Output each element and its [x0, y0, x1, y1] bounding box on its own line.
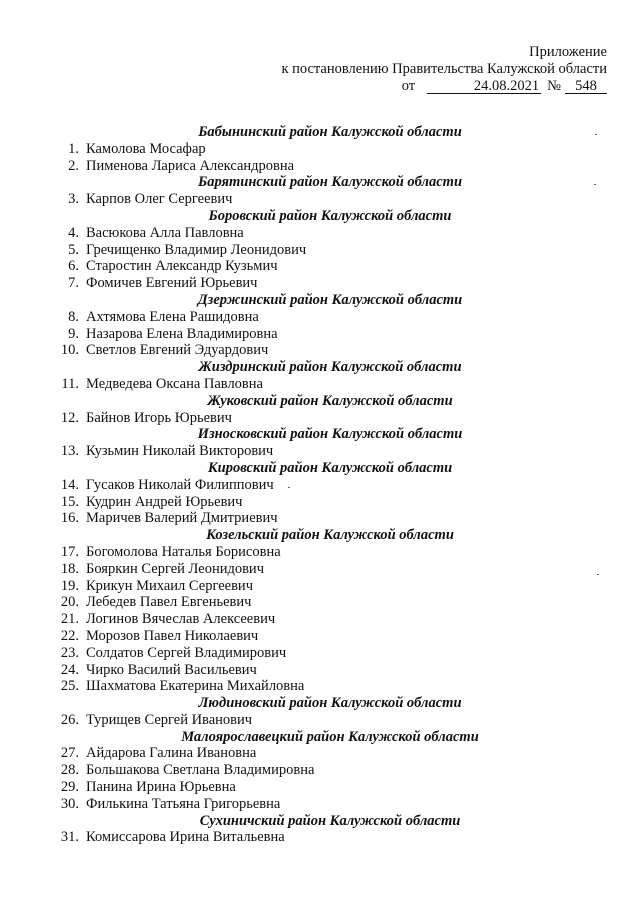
list-item-number: 18. — [60, 560, 79, 577]
list-item — [0, 594, 640, 611]
list-item-number: 13. — [60, 443, 79, 460]
list-item — [0, 678, 640, 695]
list-item-name: Богомолова Наталья Борисовна — [86, 543, 281, 560]
list-item-number: 28. — [60, 762, 79, 779]
list-item — [0, 645, 640, 662]
list-item-name: Лебедев Павел Евгеньевич — [86, 594, 252, 611]
appendix-subtitle: к постановлению Правительства Калужской области — [281, 61, 607, 77]
list-item-name: Медведева Оксана Павловна — [86, 375, 263, 392]
list-item-name: Старостин Александр Кузьмич — [86, 258, 278, 275]
list-item-number: 4. — [68, 224, 79, 241]
list-item-number: 1. — [68, 140, 79, 157]
list-item-name: Фомичев Евгений Юрьевич — [86, 275, 258, 292]
district-heading: Людиновский район Калужской области — [198, 695, 462, 712]
list-item-name: Шахматова Екатерина Михайловна — [86, 678, 305, 695]
scan-speck — [595, 134, 597, 135]
list-item-name: Морозов Павел Николаевич — [86, 627, 259, 644]
list-item-name: Светлов Евгений Эдуардович — [86, 342, 269, 359]
list-item — [0, 544, 640, 561]
list-item-number: 19. — [60, 577, 79, 594]
list-item-number: 23. — [60, 644, 79, 661]
list-item — [0, 477, 640, 494]
order-date: 24.08.2021 — [427, 79, 541, 94]
list-item-name: Бояркин Сергей Леонидович — [86, 560, 264, 577]
list-item-name: Кузьмин Николай Викторович — [86, 443, 274, 460]
list-item-name: Кудрин Андрей Юрьевич — [86, 493, 243, 510]
list-item-name: Турищев Сергей Иванович — [86, 711, 253, 728]
list-item-number: 8. — [68, 308, 79, 325]
list-item-name: Гречищенко Владимир Леонидович — [86, 241, 307, 258]
list-item — [0, 275, 640, 292]
list-item — [0, 410, 640, 427]
list-item-number: 30. — [60, 795, 79, 812]
appendix-header — [281, 44, 607, 95]
list-item-name: Карпов Олег Сергеевич — [86, 191, 233, 208]
district-heading: Сухиничский район Калужской области — [199, 812, 461, 829]
list-item-name: Байнов Игорь Юрьевич — [86, 409, 232, 426]
list-item — [0, 712, 640, 729]
from-label: от — [401, 78, 416, 94]
list-item-name: Назарова Елена Владимировна — [86, 325, 278, 342]
list-item-number: 15. — [60, 493, 79, 510]
list-item-number: 9. — [68, 325, 79, 342]
list-item — [0, 494, 640, 511]
list-item-number: 14. — [60, 476, 79, 493]
list-item — [0, 342, 640, 359]
list-item-number: 2. — [68, 157, 79, 174]
order-reference — [281, 78, 607, 95]
district-heading: Кировский район Калужской области — [207, 459, 453, 476]
list-item — [0, 628, 640, 645]
district-heading: Бабынинский район Калужской области — [198, 124, 462, 140]
district-heading: Малоярославецкий район Калужской области — [181, 728, 479, 745]
list-item-name: Комиссарова Ирина Витальевна — [86, 829, 285, 846]
list-item — [0, 578, 640, 595]
list-item — [0, 309, 640, 326]
list-item-name: Камолова Мосафар — [86, 140, 206, 157]
list-item-name: Пименова Лариса Александровна — [86, 157, 295, 174]
district-heading: Износковский район Калужской области — [197, 426, 463, 443]
list-item-name: Солдатов Сергей Владимирович — [86, 644, 287, 661]
list-item — [0, 258, 640, 275]
list-item-number: 25. — [60, 678, 79, 695]
list-item — [0, 326, 640, 343]
list-item — [0, 443, 640, 460]
district-heading: Козельский район Калужской области — [206, 527, 454, 544]
list-item-number: 6. — [68, 258, 79, 275]
list-item-name: Маричев Валерий Дмитриевич — [86, 510, 278, 527]
list-item-number: 27. — [60, 745, 79, 762]
number-sign: № — [547, 78, 561, 94]
list-item — [0, 745, 640, 762]
list-item-name: Логинов Вячеслав Алексеевич — [86, 611, 276, 628]
order-number: 548 — [565, 79, 607, 94]
list-item-number: 5. — [68, 241, 79, 258]
list-item — [0, 662, 640, 679]
appendix-title: Приложение — [529, 44, 607, 60]
scan-speck — [594, 184, 596, 185]
district-heading: Жуковский район Калужской области — [207, 392, 453, 409]
scan-speck — [597, 574, 599, 575]
list-item-name: Большакова Светлана Владимировна — [86, 762, 315, 779]
list-item — [0, 242, 640, 259]
list-item — [0, 611, 640, 628]
list-item — [0, 796, 640, 813]
list-item-number: 16. — [60, 510, 79, 527]
list-item-number: 31. — [60, 829, 79, 846]
list-item-number: 22. — [60, 627, 79, 644]
list-item — [0, 561, 640, 578]
list-item-number: 3. — [68, 191, 79, 208]
list-item — [0, 376, 640, 393]
list-item-number: 24. — [60, 661, 79, 678]
list-item-name: Чирко Василий Васильевич — [86, 661, 257, 678]
list-item — [0, 141, 640, 158]
list-item-name: Гусаков Николай Филиппович — [86, 476, 274, 493]
list-item — [0, 225, 640, 242]
list-item — [0, 829, 640, 846]
district-heading: Дзержинский район Калужской области — [197, 291, 463, 308]
list-item-number: 7. — [68, 275, 79, 292]
list-item-name: Ахтямова Елена Рашидовна — [86, 308, 259, 325]
list-item-number: 21. — [60, 611, 79, 628]
scan-speck — [288, 487, 290, 488]
list-item-number: 29. — [60, 779, 79, 796]
list-item-name: Панина Ирина Юрьевна — [86, 779, 236, 796]
district-heading: Жиздринский район Калужской области — [198, 359, 462, 376]
list-item-number: 26. — [60, 711, 79, 728]
list-item-name: Филькина Татьяна Григорьевна — [86, 795, 281, 812]
list-item — [0, 779, 640, 796]
list-item — [0, 762, 640, 779]
list-item-number: 20. — [60, 594, 79, 611]
list-item-name: Крикун Михаил Сергеевич — [86, 577, 253, 594]
list-item-name: Айдарова Галина Ивановна — [86, 745, 257, 762]
list-item — [0, 191, 640, 208]
list-item-number: 10. — [60, 342, 79, 359]
list-item-number: 11. — [61, 375, 79, 392]
district-heading: Барятинский район Калужской области — [197, 174, 463, 191]
person-list — [0, 124, 640, 846]
list-item-number: 12. — [60, 409, 79, 426]
list-item — [0, 158, 640, 175]
list-item-number: 17. — [60, 543, 79, 560]
list-item-name: Васюкова Алла Павловна — [86, 224, 244, 241]
district-heading: Боровский район Калужской области — [208, 207, 452, 224]
list-item — [0, 510, 640, 527]
